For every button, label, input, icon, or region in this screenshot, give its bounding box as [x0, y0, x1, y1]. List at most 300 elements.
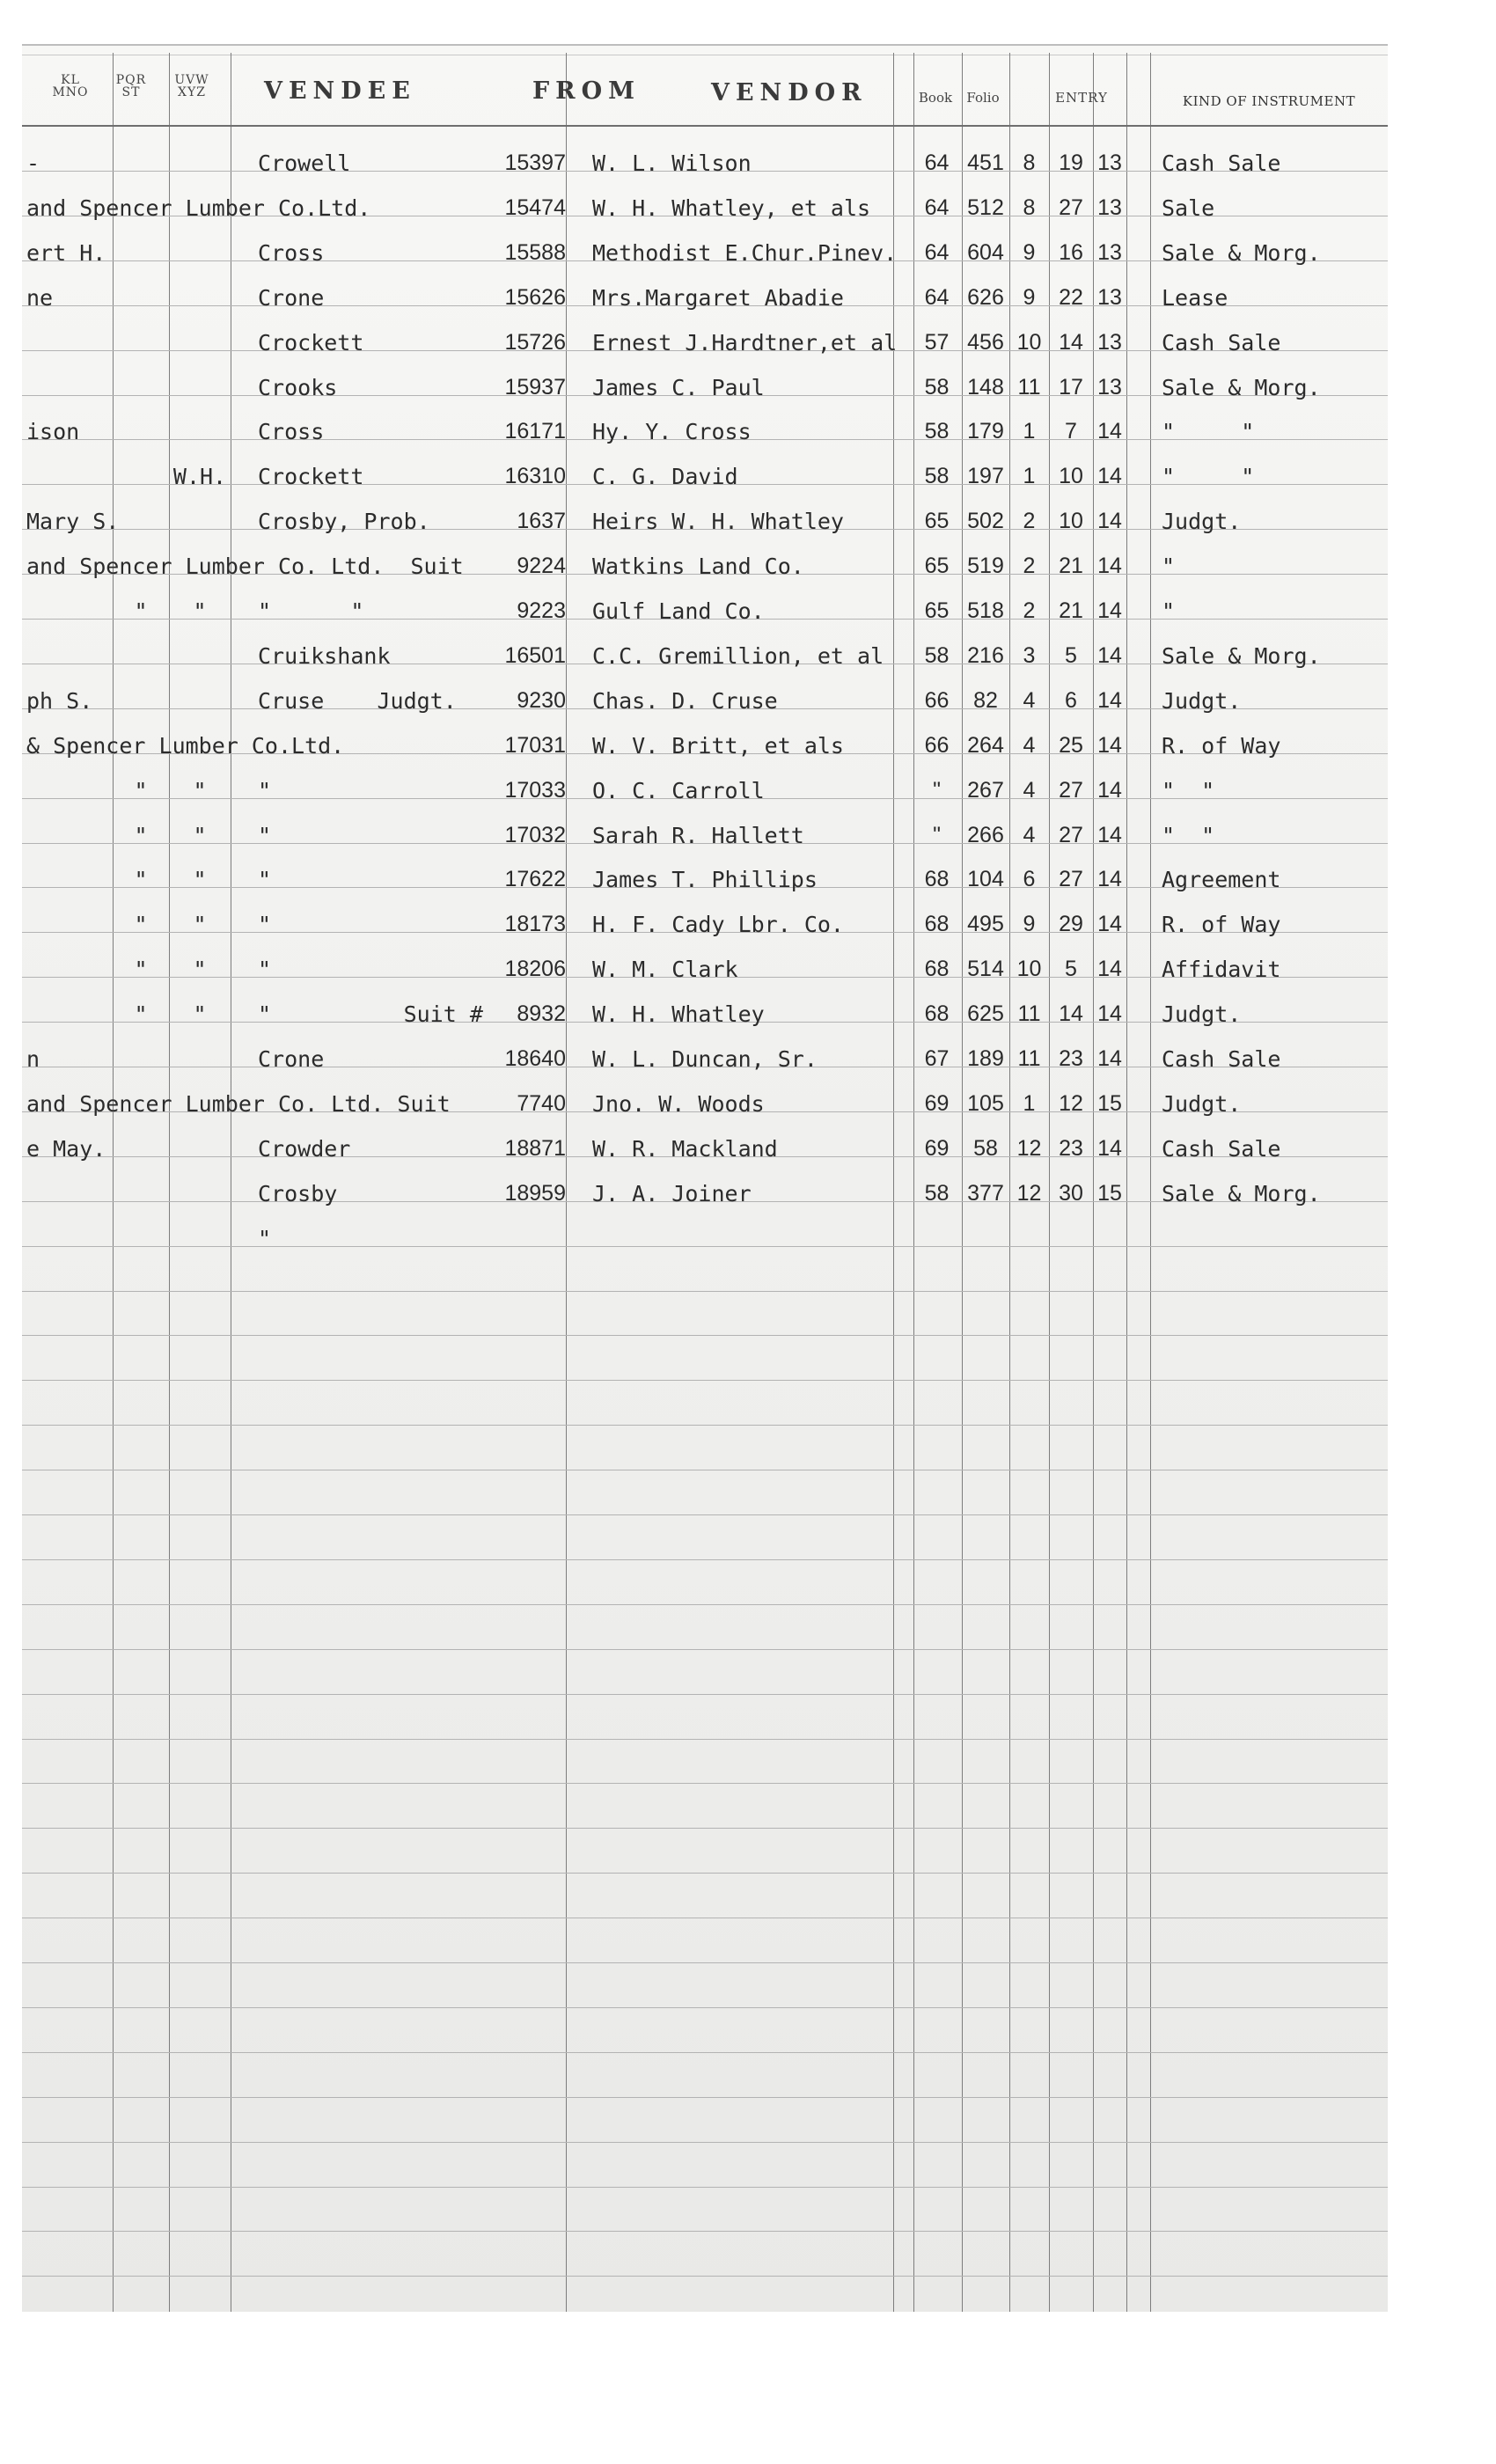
cell-e2: 27: [1059, 822, 1083, 847]
cell-c2: ": [134, 912, 148, 938]
cell-num: 1637: [517, 509, 566, 534]
cell-num: 15937: [504, 374, 566, 400]
cell-vendee: " ": [258, 598, 364, 624]
row-rule: [22, 2007, 1388, 2008]
cell-vendee: Crone: [258, 284, 325, 311]
cell-c2: ": [134, 777, 148, 803]
cell-kind: " ": [1162, 419, 1255, 445]
cell-e1: 4: [1023, 777, 1036, 803]
cell-kind: Lease: [1162, 284, 1228, 311]
cell-e1: 4: [1023, 732, 1036, 758]
cell-e2: 7: [1065, 419, 1077, 444]
row-rule: [22, 1425, 1388, 1426]
ledger-row: [22, 1127, 1388, 1172]
cell-e1: 2: [1023, 509, 1036, 534]
header-entry: ENTRY: [1055, 90, 1108, 106]
cell-e2: 29: [1059, 912, 1083, 937]
ledger-row: [22, 500, 1388, 545]
header-klmno-line2: MNO: [52, 85, 89, 99]
cell-vendee: Crooks: [258, 374, 338, 400]
cell-folio: 104: [967, 867, 1004, 892]
cell-num: 16501: [504, 642, 566, 668]
ledger-row: [22, 1217, 1388, 1262]
header-pqrst-line1: PQR: [115, 73, 147, 87]
cell-num: 8932: [517, 1001, 566, 1027]
cell-c2: ": [134, 957, 148, 983]
cell-kind: Judgt.: [1162, 1001, 1242, 1028]
cell-e3: 14: [1097, 1001, 1122, 1027]
ledger-row: [22, 142, 1388, 187]
cell-e3: 13: [1097, 194, 1122, 220]
cell-folio: 502: [967, 509, 1004, 534]
cell-vendee: ": [258, 957, 272, 983]
cell-vendee: Crockett: [258, 329, 364, 356]
row-rule: [22, 1514, 1388, 1515]
cell-book: 68: [924, 867, 950, 892]
cell-kind: Judgt.: [1162, 1090, 1242, 1117]
cell-e3: 14: [1097, 554, 1122, 579]
cell-vendor: Jno. W. Woods: [592, 1090, 765, 1117]
cell-folio: 148: [967, 374, 1004, 400]
cell-e1: 2: [1023, 554, 1036, 579]
cell-e1: 9: [1023, 912, 1036, 937]
cell-e3: 14: [1097, 957, 1122, 982]
cell-kind: Sale & Morg.: [1162, 642, 1321, 669]
header-uvwxyz: [170, 74, 214, 99]
cell-vendor: Mrs.Margaret Abadie: [592, 284, 844, 311]
cell-vendor: W. V. Britt, et als: [592, 732, 844, 759]
header-kind: KIND OF INSTRUMENT: [1182, 93, 1356, 109]
cell-e3: 14: [1097, 687, 1122, 713]
cell-num: 7740: [517, 1090, 566, 1116]
cell-folio: 519: [967, 554, 1004, 579]
cell-num: 17033: [504, 777, 566, 803]
cell-book: 58: [924, 642, 950, 668]
row-rule: [22, 1828, 1388, 1829]
cell-c1: Mary S.: [26, 509, 120, 535]
cell-folio: 82: [973, 687, 998, 713]
ledger-row: [22, 321, 1388, 366]
cell-kind: Cash Sale: [1162, 1135, 1281, 1162]
cell-kind: Cash Sale: [1162, 150, 1281, 176]
cell-book: 68: [924, 957, 950, 982]
ledger-row: [22, 858, 1388, 903]
ledger-row: [22, 1172, 1388, 1217]
cell-e2: 27: [1059, 867, 1083, 892]
cell-book: 65: [924, 509, 950, 534]
cell-e1: 11: [1017, 1001, 1041, 1027]
cell-e2: 10: [1059, 509, 1083, 534]
row-rule: [22, 2231, 1388, 2232]
cell-kind: Sale & Morg.: [1162, 239, 1321, 266]
cell-e3: 13: [1097, 150, 1122, 175]
cell-vendee: ": [258, 777, 272, 803]
cell-kind: Cash Sale: [1162, 1046, 1281, 1072]
cell-folio: 58: [973, 1135, 998, 1161]
cell-kind: Sale & Morg.: [1162, 1180, 1321, 1206]
cell-folio: 451: [967, 150, 1004, 175]
cell-c2: ": [134, 1001, 148, 1028]
header-book: Book: [918, 90, 953, 106]
cell-kind: " ": [1162, 464, 1255, 490]
cell-e3: 13: [1097, 374, 1122, 400]
cell-folio: 197: [967, 464, 1004, 489]
cell-e3: 14: [1097, 1046, 1122, 1071]
cell-folio: 267: [967, 777, 1004, 803]
ledger-row: [22, 187, 1388, 231]
cell-vendee: Crockett: [258, 464, 364, 490]
cell-book: 64: [924, 150, 950, 175]
row-rule: [22, 1649, 1388, 1650]
header-folio: Folio: [966, 90, 1000, 106]
header-klmno-line1: KL: [61, 73, 80, 87]
cell-kind: " ": [1162, 822, 1215, 848]
cell-vendor: Methodist E.Chur.Pinev.: [592, 239, 898, 266]
cell-e3: 14: [1097, 867, 1122, 892]
cell-c1: n: [26, 1046, 40, 1072]
row-rule: [22, 2052, 1388, 2053]
cell-e1: 4: [1023, 687, 1036, 713]
cell-e1: 2: [1023, 598, 1036, 623]
cell-vendee: Crowder: [258, 1135, 351, 1162]
cell-folio: 514: [967, 957, 1004, 982]
cell-c1: ert H.: [26, 239, 106, 266]
cell-kind: Cash Sale: [1162, 329, 1281, 356]
cell-e3: 14: [1097, 598, 1122, 623]
cell-e2: 25: [1059, 732, 1083, 758]
ledger-row: [22, 455, 1388, 500]
cell-c1: -: [26, 150, 40, 176]
cell-e2: 21: [1059, 598, 1083, 623]
header-vendor: VENDOR: [711, 79, 868, 106]
ledger-row: [22, 634, 1388, 679]
ledger-row: [22, 1038, 1388, 1082]
row-rule: [22, 1380, 1388, 1381]
cell-kind: Agreement: [1162, 867, 1281, 893]
cell-e3: 14: [1097, 419, 1122, 444]
cell-c1: & Spencer Lumber Co.Ltd.: [26, 732, 345, 759]
cell-num: 15726: [504, 329, 566, 355]
row-rule: [22, 1783, 1388, 1784]
cell-e3: 14: [1097, 912, 1122, 937]
row-rule: [22, 2097, 1388, 2098]
cell-c1: ison: [26, 419, 80, 445]
cell-c2: ": [134, 867, 148, 893]
cell-e1: 4: [1023, 822, 1036, 847]
ledger-row: [22, 769, 1388, 814]
cell-c2: ": [134, 598, 148, 624]
cell-e2: 23: [1059, 1046, 1083, 1071]
cell-num: 18206: [504, 957, 566, 982]
cell-e1: 8: [1023, 150, 1036, 175]
cell-c3: W.H.: [172, 464, 227, 490]
cell-kind: Affidavit: [1162, 957, 1281, 983]
row-rule: [22, 1694, 1388, 1695]
cell-e2: 5: [1065, 957, 1077, 982]
cell-e2: 17: [1059, 374, 1083, 400]
ledger-row: [22, 590, 1388, 634]
cell-kind: ": [1162, 598, 1176, 624]
cell-c1: ph S.: [26, 687, 93, 714]
cell-folio: 105: [967, 1090, 1004, 1116]
cell-num: 15626: [504, 284, 566, 310]
cell-kind: Sale & Morg.: [1162, 374, 1321, 400]
cell-vendor: Sarah R. Hallett: [592, 822, 804, 848]
cell-num: 16310: [504, 464, 566, 489]
cell-e1: 10: [1016, 329, 1042, 355]
cell-folio: 625: [967, 1001, 1004, 1027]
cell-vendor: W. H. Whatley, et als: [592, 194, 871, 221]
cell-c1: e May.: [26, 1135, 106, 1162]
cell-folio: 604: [967, 239, 1004, 265]
cell-vendee: Crone: [258, 1046, 325, 1072]
cell-book: 67: [924, 1046, 950, 1071]
ledger-row: [22, 410, 1388, 455]
ledger-row: [22, 231, 1388, 276]
row-rule: [22, 2187, 1388, 2188]
header-uvwxyz-line2: XYZ: [178, 85, 206, 99]
cell-num: 15588: [504, 239, 566, 265]
ledger-row: [22, 366, 1388, 411]
cell-num: 15397: [504, 150, 566, 175]
cell-c3: ": [193, 777, 207, 803]
cell-vendor: Hy. Y. Cross: [592, 419, 752, 445]
cell-vendee: " Suit #: [258, 1001, 483, 1028]
cell-e1: 11: [1017, 1046, 1041, 1071]
cell-folio: 512: [967, 194, 1004, 220]
cell-num: 18640: [504, 1046, 566, 1071]
ledger-row: [22, 724, 1388, 769]
cell-kind: Judgt.: [1162, 687, 1242, 714]
cell-e3: 15: [1097, 1090, 1122, 1116]
cell-num: 18173: [504, 912, 566, 937]
row-rule: [22, 1739, 1388, 1740]
cell-e2: 19: [1059, 150, 1083, 175]
header-klmno: [48, 74, 92, 99]
cell-e3: 14: [1097, 732, 1122, 758]
cell-num: 17031: [504, 732, 566, 758]
cell-folio: 179: [967, 419, 1004, 444]
cell-e3: 14: [1097, 822, 1122, 847]
cell-book: 69: [924, 1090, 950, 1116]
cell-book: 65: [924, 598, 950, 623]
cell-e2: 14: [1059, 1001, 1083, 1027]
cell-e1: 11: [1017, 374, 1041, 400]
cell-book: 64: [924, 239, 950, 265]
cell-c3: ": [193, 598, 207, 624]
cell-c3: ": [193, 912, 207, 938]
header-rule: [22, 125, 1388, 127]
cell-vendor: C.C. Gremillion, et al: [592, 642, 884, 669]
ledger-row: [22, 679, 1388, 724]
cell-vendor: W. L. Duncan, Sr.: [592, 1046, 818, 1072]
cell-vendee: Cruikshank: [258, 642, 391, 669]
cell-num: 17032: [504, 822, 566, 847]
ledger-page: [22, 44, 1388, 2312]
cell-e1: 1: [1023, 419, 1036, 444]
cell-vendee: Crosby, Prob.: [258, 509, 430, 535]
cell-num: 18959: [504, 1180, 566, 1206]
cell-kind: ": [1162, 554, 1176, 580]
row-rule: [22, 1291, 1388, 1292]
header-uvwxyz-line1: UVW: [174, 73, 209, 87]
cell-num: 9224: [517, 554, 566, 579]
cell-folio: 189: [967, 1046, 1004, 1071]
cell-e1: 8: [1023, 194, 1036, 220]
cell-e1: 6: [1023, 867, 1036, 892]
row-rule: [22, 1962, 1388, 1963]
cell-c3: ": [193, 957, 207, 983]
cell-book: 58: [924, 1180, 950, 1206]
cell-e3: 13: [1097, 239, 1122, 265]
cell-vendee: Cross: [258, 239, 325, 266]
cell-e2: 10: [1059, 464, 1083, 489]
cell-book: 64: [924, 194, 950, 220]
cell-kind: R. of Way: [1162, 912, 1281, 938]
cell-c1: and Spencer Lumber Co.Ltd.: [26, 194, 371, 221]
ledger-row: [22, 903, 1388, 948]
row-rule: [22, 1604, 1388, 1605]
header-from: FROM: [532, 77, 642, 105]
cell-vendor: W. M. Clark: [592, 957, 738, 983]
cell-vendee: ": [258, 912, 272, 938]
cell-c1: ne: [26, 284, 54, 311]
cell-e2: 27: [1059, 777, 1083, 803]
cell-folio: 216: [967, 642, 1004, 668]
header-vendee: VENDEE: [264, 77, 416, 105]
cell-book: 66: [924, 732, 950, 758]
cell-e3: 14: [1097, 777, 1122, 803]
header-pqrst: [112, 74, 150, 99]
cell-e2: 30: [1059, 1180, 1083, 1206]
cell-e3: 14: [1097, 464, 1122, 489]
cell-e2: 12: [1059, 1090, 1083, 1116]
cell-e1: 12: [1016, 1180, 1042, 1206]
cell-book: 57: [924, 329, 950, 355]
cell-vendor: Ernest J.Hardtner,et al: [592, 329, 898, 356]
cell-vendor: Watkins Land Co.: [592, 554, 804, 580]
cell-num: 9230: [517, 687, 566, 713]
cell-book: 58: [924, 464, 950, 489]
cell-vendor: W. L. Wilson: [592, 150, 752, 176]
cell-vendee: ": [258, 867, 272, 893]
cell-folio: 518: [967, 598, 1004, 623]
cell-vendee: Cruse Judgt.: [258, 687, 457, 714]
cell-num: 9223: [517, 598, 566, 623]
cell-e1: 1: [1023, 464, 1036, 489]
cell-vendee: ": [258, 1225, 272, 1251]
cell-c3: ": [193, 867, 207, 893]
cell-vendor: Gulf Land Co.: [592, 598, 765, 624]
cell-e3: 15: [1097, 1180, 1122, 1206]
cell-folio: 266: [967, 822, 1004, 847]
cell-num: 16171: [504, 419, 566, 444]
cell-vendee: Crowell: [258, 150, 351, 176]
cell-vendee: Cross: [258, 419, 325, 445]
cell-vendor: C. G. David: [592, 464, 738, 490]
cell-book: 68: [924, 1001, 950, 1027]
cell-e3: 14: [1097, 1135, 1122, 1161]
ledger-row: [22, 993, 1388, 1038]
cell-folio: 264: [967, 732, 1004, 758]
cell-folio: 626: [967, 284, 1004, 310]
ledger-row: [22, 948, 1388, 993]
cell-folio: 377: [967, 1180, 1004, 1206]
cell-e2: 23: [1059, 1135, 1083, 1161]
cell-vendor: J. A. Joiner: [592, 1180, 752, 1206]
ledger-row: [22, 545, 1388, 590]
cell-book: 58: [924, 419, 950, 444]
cell-kind: R. of Way: [1162, 732, 1281, 759]
row-rule: [22, 2142, 1388, 2143]
cell-e3: 13: [1097, 284, 1122, 310]
cell-book: 66: [924, 687, 950, 713]
cell-e2: 22: [1059, 284, 1083, 310]
cell-vendor: W. R. Mackland: [592, 1135, 778, 1162]
cell-kind: " ": [1162, 777, 1215, 803]
cell-book: 65: [924, 554, 950, 579]
cell-c3: ": [193, 1001, 207, 1028]
cell-num: 15474: [504, 194, 566, 220]
cell-c1: and Spencer Lumber Co. Ltd. Suit: [26, 1090, 451, 1117]
cell-folio: 456: [967, 329, 1004, 355]
cell-vendee: Crosby: [258, 1180, 338, 1206]
ledger-row: [22, 1082, 1388, 1127]
cell-e2: 27: [1059, 194, 1083, 220]
cell-e1: 9: [1023, 284, 1036, 310]
cell-vendee: ": [258, 822, 272, 848]
cell-num: 18871: [504, 1135, 566, 1161]
cell-e2: 16: [1059, 239, 1083, 265]
row-rule: [22, 1559, 1388, 1560]
cell-vendor: James C. Paul: [592, 374, 765, 400]
header-pqrst-line2: ST: [121, 85, 141, 99]
cell-book: 58: [924, 374, 950, 400]
cell-kind: Sale: [1162, 194, 1215, 221]
cell-vendor: Heirs W. H. Whatley: [592, 509, 844, 535]
cell-e1: 9: [1023, 239, 1036, 265]
cell-e3: 14: [1097, 509, 1122, 534]
cell-book: 69: [924, 1135, 950, 1161]
cell-e3: 14: [1097, 642, 1122, 668]
cell-e1: 12: [1016, 1135, 1042, 1161]
cell-e3: 13: [1097, 329, 1122, 355]
cell-vendor: H. F. Cady Lbr. Co.: [592, 912, 844, 938]
cell-e1: 1: [1023, 1090, 1036, 1116]
row-rule: [22, 2276, 1388, 2277]
cell-book: ": [933, 777, 941, 803]
cell-c3: ": [193, 822, 207, 848]
cell-num: 17622: [504, 867, 566, 892]
cell-folio: 495: [967, 912, 1004, 937]
cell-vendor: Chas. D. Cruse: [592, 687, 778, 714]
cell-e1: 10: [1016, 957, 1042, 982]
ledger-row: [22, 276, 1388, 321]
cell-e2: 21: [1059, 554, 1083, 579]
cell-e1: 3: [1023, 642, 1036, 668]
cell-vendor: James T. Phillips: [592, 867, 818, 893]
cell-book: 64: [924, 284, 950, 310]
cell-book: 68: [924, 912, 950, 937]
ledger-row: [22, 814, 1388, 859]
row-rule: [22, 1873, 1388, 1874]
cell-c1: and Spencer Lumber Co. Ltd. Suit: [26, 554, 464, 580]
cell-c2: ": [134, 822, 148, 848]
cell-e2: 14: [1059, 329, 1083, 355]
row-rule: [22, 1335, 1388, 1336]
cell-kind: Judgt.: [1162, 509, 1242, 535]
cell-e2: 5: [1065, 642, 1077, 668]
